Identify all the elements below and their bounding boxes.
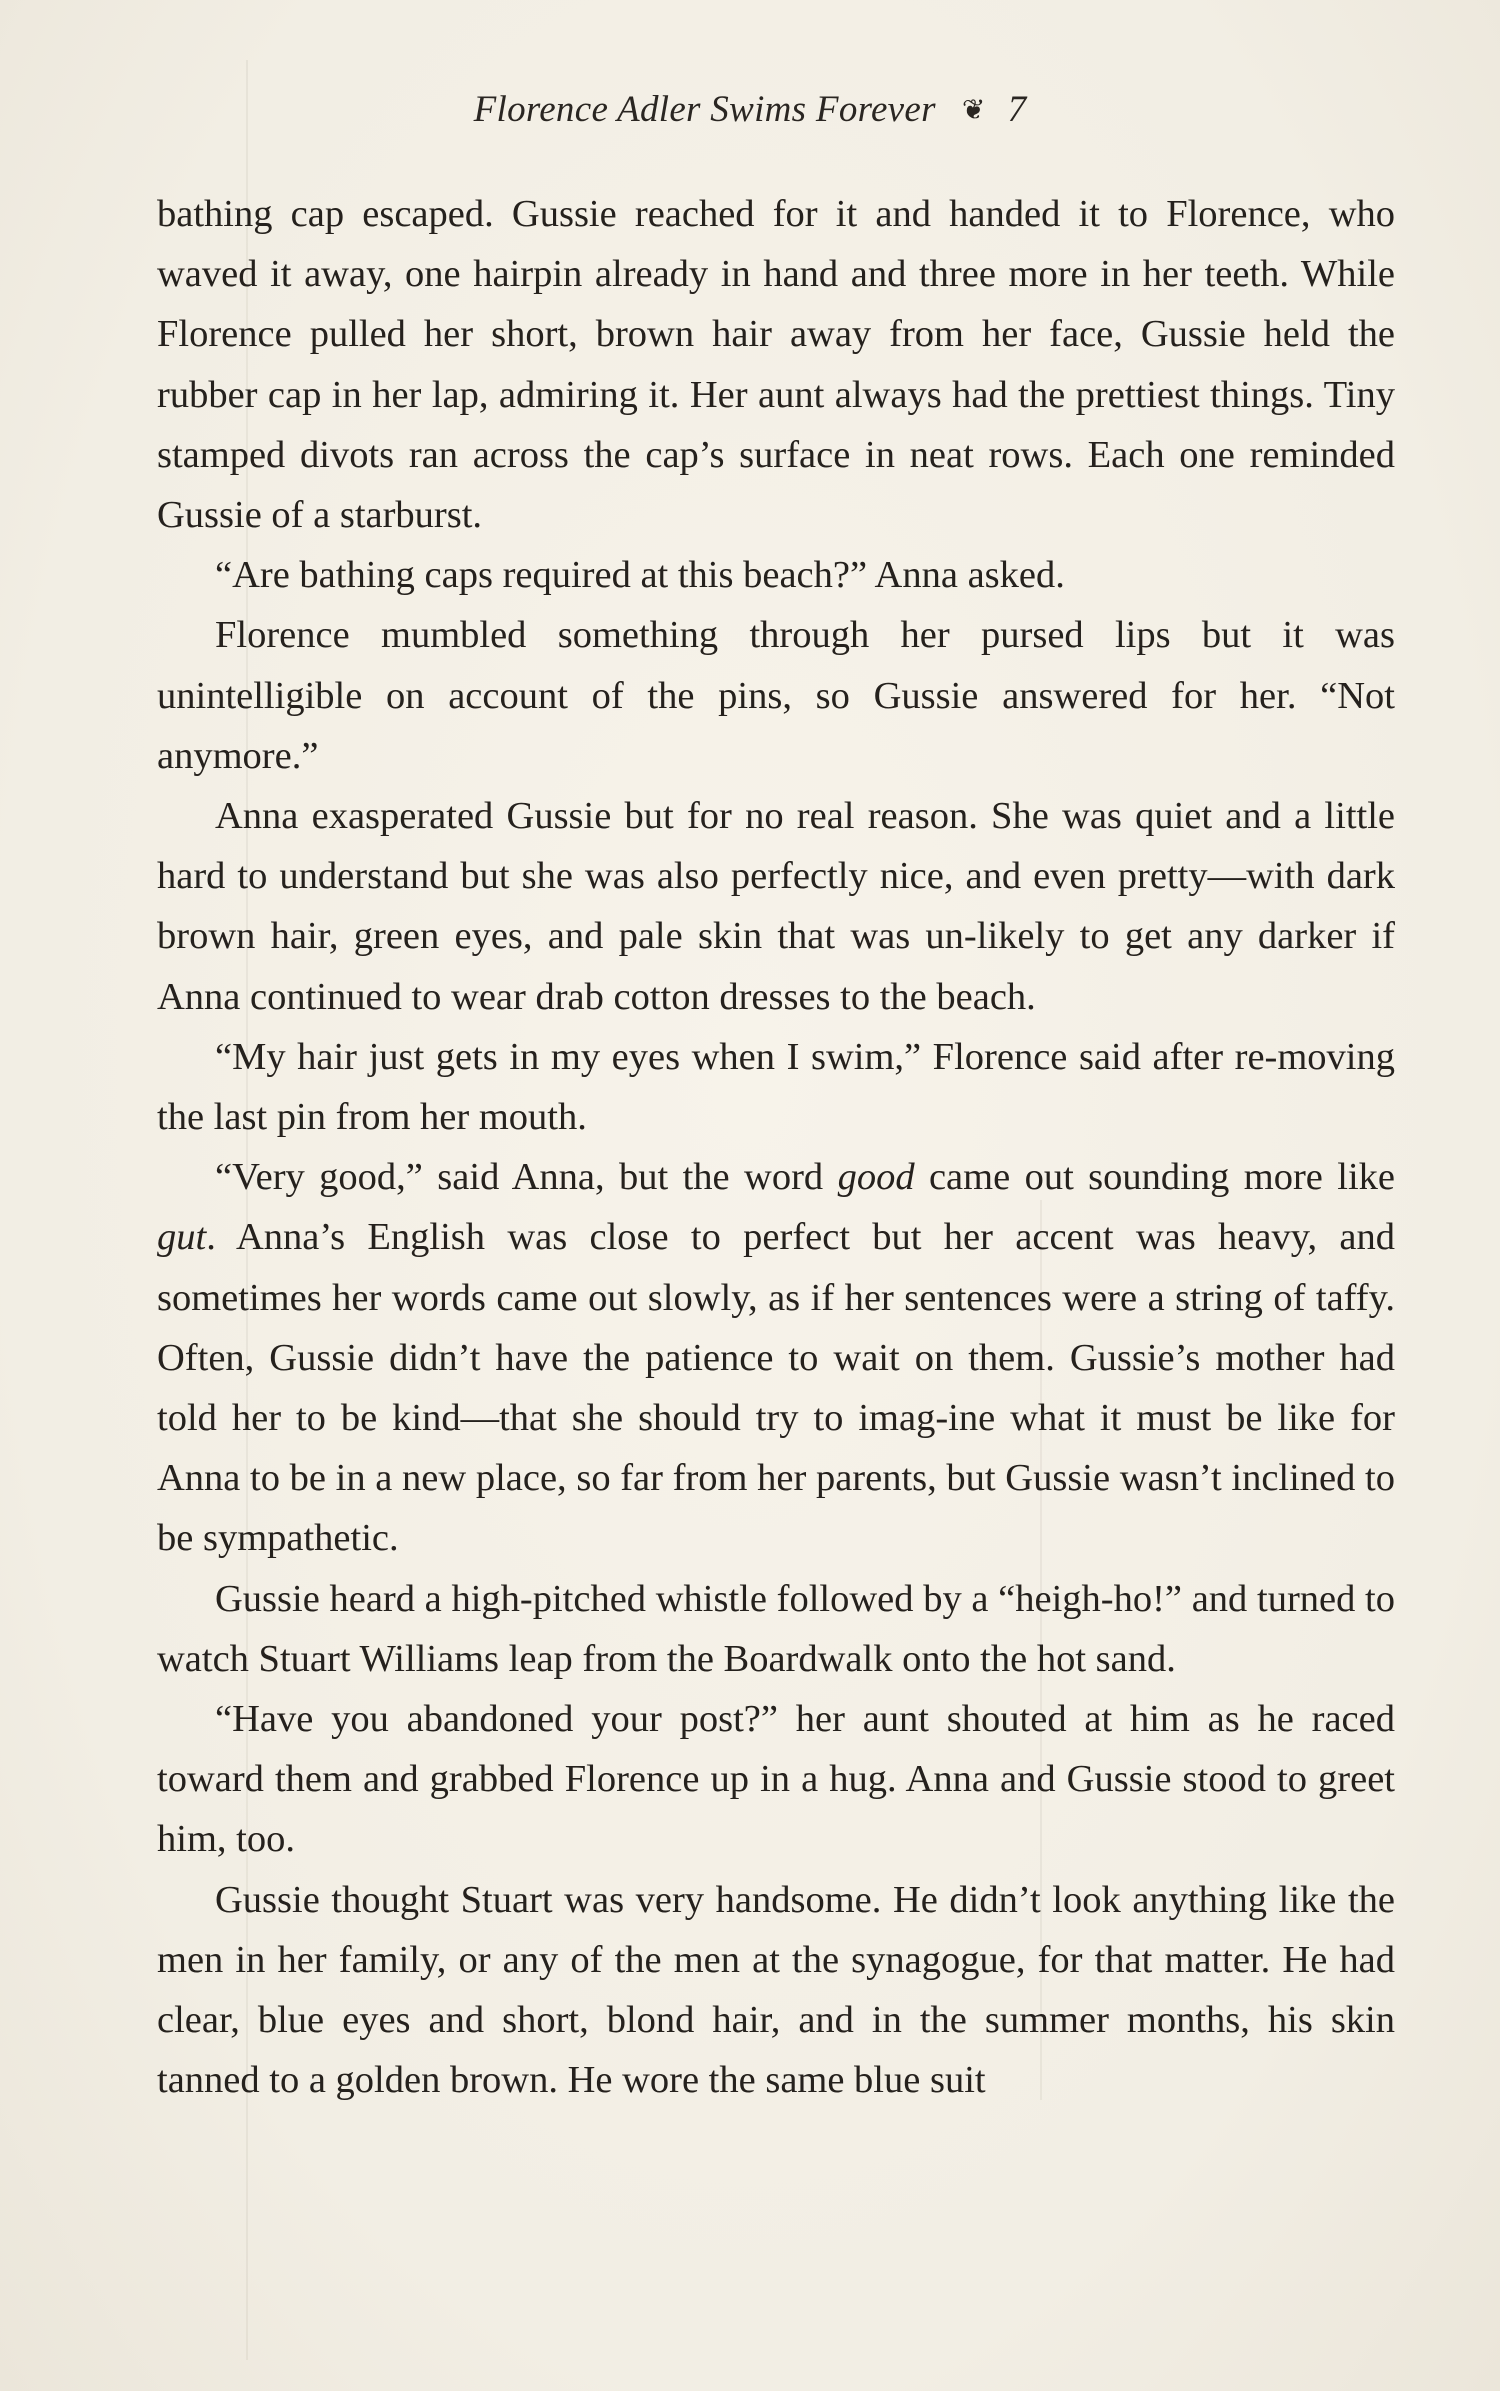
- fleuron-icon: ❦: [961, 95, 986, 126]
- paragraph: “Are bathing caps required at this beach?” Anna asked.: [215, 554, 1065, 597]
- paragraph: Florence mumbled something through her pursed lips but it was unintelligible on account of the pins, so Gussie answered for her. “Not anymore.”: [157, 614, 1395, 777]
- page-number: 7: [1007, 89, 1027, 130]
- body-text: [157, 184, 1395, 2111]
- paragraph-segment: “Very good,” said Anna, but the word: [215, 1156, 838, 1199]
- running-header: [0, 88, 1500, 131]
- paragraph-segment: . Anna’s English was close to perfect but her accent was heavy, and sometimes her words came out slowly, as if her sentences were a string of taffy. Often, Gussie didn’t have the patience to wait on them. Gussie’s mother had told her to be kind—that she should try to imag-ine what it must be like for Anna to be in a new place, so far from her parents, but Gussie wasn’t inclined to be sympathetic.: [157, 1216, 1395, 1560]
- paragraph: “Have you abandoned your post?” her aunt shouted at him as he raced toward them and grabbed Florence up in a hug. Anna and Gussie stood to greet him, too.: [157, 1698, 1395, 1861]
- paragraph: Gussie thought Stuart was very handsome. He didn’t look anything like the men in her family, or any of the men at the synagogue, for that matter. He had clear, blue eyes and short, blond hair, and in the summer months, his skin tanned to a golden brown. He wore the same blue suit: [157, 1878, 1395, 2102]
- paragraph: Gussie heard a high-pitched whistle followed by a “heigh-ho!” and turned to watch Stuart Williams leap from the Boardwalk onto the hot sand.: [157, 1577, 1395, 1680]
- paragraph-segment: came out sounding more like: [914, 1156, 1395, 1199]
- paragraph: “My hair just gets in my eyes when I swim,” Florence said after re-moving the last pin from her mouth.: [157, 1035, 1395, 1139]
- italic-word: good: [837, 1156, 915, 1199]
- paragraph: Anna exasperated Gussie but for no real reason. She was quiet and a little hard to understand but she was also perfectly nice, and even pretty—with dark brown hair, green eyes, and pale skin that was un-likely to get any darker if Anna continued to wear drab cotton dresses to the beach.: [157, 795, 1395, 1018]
- paragraph: [157, 1147, 1395, 1568]
- book-title: Florence Adler Swims Forever: [473, 89, 936, 130]
- italic-word: gut: [157, 1216, 207, 1259]
- paragraph: bathing cap escaped. Gussie reached for it and handed it to Florence, who waved it away, one hairpin already in hand and three more in her teeth. While Florence pulled her short, brown hair away from her face, Gussie held the rubber cap in her lap, admiring it. Her aunt always had the prettiest things. Tiny stamped divots ran across the cap’s surface in neat rows. Each one reminded Gussie of a starburst.: [157, 193, 1395, 537]
